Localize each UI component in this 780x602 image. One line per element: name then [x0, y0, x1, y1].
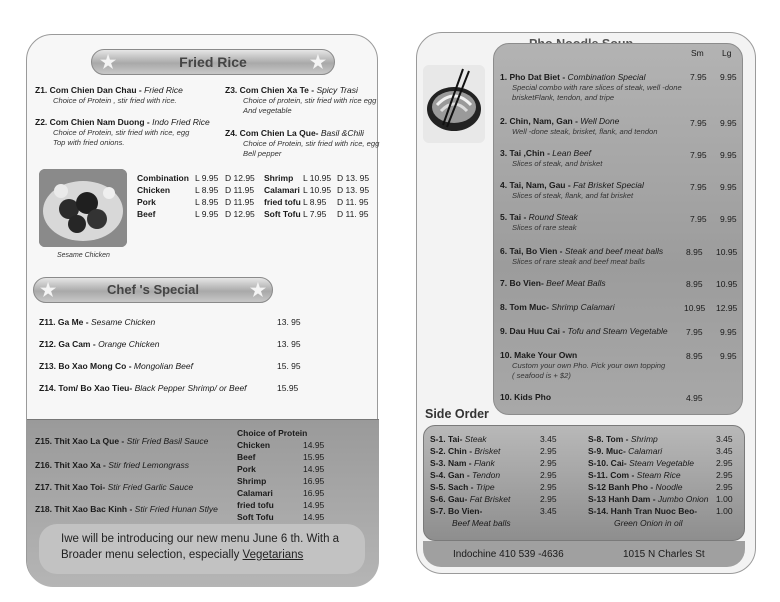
protein-name: Calamari	[237, 488, 273, 498]
menu-item-z3: Z3. Com Chien Xa Te - Spicy Trasi	[225, 85, 358, 95]
pho-price-lg: 9.95	[720, 214, 737, 224]
pho-item-desc: Well -done steak, brisket, flank, and tendon	[512, 127, 658, 136]
photo-caption: Sesame Chicken	[57, 252, 110, 259]
side-item: S-5. Sach - Tripe	[430, 482, 495, 492]
pho-item-5: 5. Tai - Round Steak	[500, 212, 578, 222]
protein-label: Beef	[137, 209, 156, 219]
fried-rice-banner	[91, 49, 335, 75]
pho-item-10: 10. Make Your Own	[500, 350, 578, 360]
protein-price: 14.95	[303, 464, 325, 474]
side-order-section	[423, 425, 745, 541]
side-item: S-13 Hanh Dam - Jumbo Onion	[588, 494, 709, 504]
side-item: S-12 Banh Pho - Noodle	[588, 482, 683, 492]
side-order-title: Side Order	[425, 407, 489, 421]
pho-item-4: 4. Tai, Nam, Gau - Fat Brisket Special	[500, 180, 644, 190]
z3-description: Choice of protein, stir fried with rice egg	[243, 96, 377, 105]
pho-item-1: 1. Pho Dat Biet - Combination Special	[500, 72, 646, 82]
star-icon: ★	[40, 280, 57, 300]
chef-item-price: 13. 95	[277, 317, 301, 327]
size-large-label: Lg	[722, 48, 732, 58]
star-icon: ★	[100, 52, 117, 72]
side-item: S-4. Gan - Tendon	[430, 470, 501, 480]
price-value: D 11. 95	[337, 197, 369, 207]
footer-phone: Indochine 410 539 -4636	[453, 549, 564, 560]
pho-price-lg: 12.95	[716, 303, 738, 313]
price-row: Combination	[137, 173, 189, 183]
pho-item-desc: Slices of steak, and brisket	[512, 159, 603, 168]
price-value: L 10.95	[303, 173, 332, 183]
pho-item-desc: Slices of rare steak and beef meat balls	[512, 257, 645, 266]
side-price: 2.95	[540, 446, 557, 456]
pho-price-sm: 7.95	[690, 214, 707, 224]
side-price: 1.00	[716, 494, 733, 504]
side-item-extra: Beef Meat balls	[452, 518, 511, 528]
side-item: S-6. Gau- Fat Brisket	[430, 494, 511, 504]
vegetarians-link: Vegetarians	[242, 549, 304, 561]
pho-price-lg: 9.95	[720, 72, 737, 82]
pho-item-desc: Slices of steak, flank, and fat brisket	[512, 191, 634, 200]
chef-item-z11: Z11. Ga Me - Sesame Chicken	[39, 317, 156, 327]
protein-label: Soft Tofu	[264, 209, 301, 219]
protein-name: Shrimp	[237, 476, 267, 486]
price-value: D 11.95	[225, 197, 255, 207]
protein-name: fried tofu	[237, 500, 274, 510]
pho-price-lg: 9.95	[720, 182, 737, 192]
price-value: L 7.95	[303, 209, 327, 219]
side-price: 2.95	[716, 482, 733, 492]
pho-price-sm: 7.95	[690, 150, 707, 160]
protein-label: Pork	[137, 197, 156, 207]
pho-item-3: 3. Tai ,Chin - Lean Beef	[500, 148, 592, 158]
menu-item-z1: Z1. Com Chien Dan Chau - Fried Rice	[35, 85, 183, 95]
chefs-special-title: Chef 's Special	[107, 282, 199, 297]
new-menu-notice	[39, 524, 365, 574]
side-item: S-10. Cai- Steam Vegetable	[588, 458, 695, 468]
chef-item-price: 13. 95	[277, 339, 301, 349]
pho-item-9: 9. Dau Huu Cai - Tofu and Steam Vegetable	[500, 326, 668, 336]
protein-name: Soft Tofu	[237, 512, 274, 522]
pho-price-lg: 9.95	[720, 118, 737, 128]
side-item: S-9. Muc- Calamari	[588, 446, 663, 456]
stir-item-z17: Z17. Thit Xao Toi- Stir Fried Garlic Sauce	[35, 482, 194, 492]
pho-item-8: 8. Tom Muc- Shrimp Calamari	[500, 302, 615, 312]
pho-price-sm: 8.95	[686, 247, 703, 257]
side-price: 3.45	[540, 506, 557, 516]
pho-price-sm: 7.95	[690, 118, 707, 128]
notice-line-1: Iwe will be introducing our new menu June 6 th. With a	[61, 533, 340, 545]
pho-item-2: 2. Chin, Nam, Gan - Well Done	[500, 116, 620, 126]
protein-name: Chicken	[237, 440, 271, 450]
price-value: D 11.95	[225, 185, 255, 195]
pho-price-lg: 9.95	[720, 327, 737, 337]
z2-description: Top with fried onions.	[53, 138, 125, 147]
side-price: 3.45	[716, 446, 733, 456]
protein-price: 15.95	[303, 452, 325, 462]
stir-item-z15: Z15. Thit Xao La Que - Stir Fried Basil Sauce	[35, 436, 209, 446]
price-value: D 12.95	[225, 173, 255, 183]
pho-item-desc: Slices of rare steak	[512, 223, 577, 232]
side-item: S-3. Nam - Flank	[430, 458, 495, 468]
pho-section	[493, 43, 743, 415]
pho-item-desc: Custom your own Pho. Pick your own topping	[512, 361, 666, 370]
side-price: 2.95	[540, 470, 557, 480]
protein-name: Beef	[237, 452, 256, 462]
price-value: L 8.95	[195, 197, 219, 207]
protein-name: Pork	[237, 464, 256, 474]
chefs-special-banner	[33, 277, 273, 303]
pho-item-desc: ( seafood is + $2)	[512, 371, 571, 380]
side-item: S-1. Tai- Steak	[430, 434, 487, 444]
price-value: D 13. 95	[337, 173, 370, 183]
star-icon: ★	[309, 52, 326, 72]
side-price: 1.00	[716, 506, 733, 516]
protein-label: Chicken	[137, 185, 171, 195]
pho-price-sm: 8.95	[686, 351, 703, 361]
price-value: L 10.95	[303, 185, 332, 195]
price-value: L 9.95	[195, 173, 219, 183]
pho-price-sm: 8.95	[686, 279, 703, 289]
protein-label: Calamari	[264, 185, 300, 195]
z4-description: Bell pepper	[243, 149, 282, 158]
chef-item-z14: Z14. Tom/ Bo Xao Tieu- Black Pepper Shrimp/ or Beef	[39, 383, 247, 393]
stir-item-z18: Z18. Thit Xao Bac Kinh - Stir Fried Hunan Stlye	[35, 504, 218, 514]
price-value: D 11. 95	[337, 209, 369, 219]
pho-price-lg: 9.95	[720, 150, 737, 160]
protein-price: 14.95	[303, 512, 325, 522]
price-value: D 13. 95	[337, 185, 370, 195]
side-price: 2.95	[540, 458, 557, 468]
pho-price-sm: 7.95	[686, 327, 703, 337]
notice-line-2: Broader menu selection, especially Vegetarians	[61, 549, 304, 561]
protein-price: 16.95	[303, 488, 325, 498]
side-price: 3.45	[716, 434, 733, 444]
pho-price-lg: 9.95	[720, 351, 737, 361]
pho-item-kids: 10. Kids Pho	[500, 392, 552, 402]
protein-price: 14.95	[303, 500, 325, 510]
side-item-extra: Green Onion in oil	[614, 518, 683, 528]
protein-label: Shrimp	[264, 173, 294, 183]
size-small-label: Sm	[691, 48, 704, 58]
pho-price-lg: 10.95	[716, 279, 738, 289]
z4-description: Choice of Protein, stir fried with rice, egg	[243, 139, 380, 148]
side-price: 2.95	[716, 458, 733, 468]
price-value: L 8.95	[195, 185, 219, 195]
price-value: L 9.95	[195, 209, 219, 219]
pho-item-7: 7. Bo Vien- Beef Meat Balls	[500, 278, 606, 288]
pho-price-lg: 10.95	[716, 247, 738, 257]
side-item: S-2. Chin - Brisket	[430, 446, 501, 456]
chef-item-z12: Z12. Ga Cam - Orange Chicken	[39, 339, 160, 349]
fried-rice-title: Fried Rice	[179, 54, 247, 70]
protein-label: fried tofu	[264, 197, 301, 207]
menu-item-z4: Z4. Com Chien La Que- Basil &Chili	[225, 128, 364, 138]
menu-item-z2: Z2. Com Chien Nam Duong - Indo Fried Rice	[35, 117, 210, 127]
price-value: L 8.95	[303, 197, 327, 207]
z1-description: Choice of Protein , stir fried with rice.	[53, 96, 177, 105]
price-value: D 12.95	[225, 209, 255, 219]
stir-item-z16: Z16. Thit Xao Xa - Stir fried Lemongrass	[35, 460, 190, 470]
chef-item-price: 15.95	[277, 383, 299, 393]
footer-address: 1015 N Charles St	[623, 549, 705, 560]
pho-price-sm: 4.95	[686, 393, 703, 403]
side-item: S-11. Com - Steam Rice	[588, 470, 681, 480]
stir-fried-section	[27, 419, 379, 587]
z3-description: And vegetable	[243, 106, 292, 115]
right-menu-page	[416, 32, 756, 574]
protein-price: 14.95	[303, 440, 325, 450]
side-item: S-14. Hanh Tran Nuoc Beo-	[588, 506, 698, 516]
pho-item-6: 6. Tai, Bo Vien - Steak and beef meat balls	[500, 246, 664, 256]
side-price: 2.95	[540, 494, 557, 504]
side-item: S-7. Bo Vien-	[430, 506, 483, 516]
side-price: 2.95	[716, 470, 733, 480]
left-menu-page	[26, 34, 378, 586]
side-item: S-8. Tom - Shrimp	[588, 434, 658, 444]
pho-item-desc: Special combo with rare slices of steak, well -done	[512, 83, 682, 92]
pho-item-desc: brisketFlank, tendon, and tripe	[512, 93, 615, 102]
protein-choice-title: Choice of Protein	[237, 428, 308, 438]
sesame-chicken-photo	[39, 169, 127, 247]
side-price: 2.95	[540, 482, 557, 492]
z2-description: Choice of Protein, stir fried with rice, egg	[53, 128, 190, 137]
pho-price-sm: 7.95	[690, 182, 707, 192]
footer-bar	[423, 541, 745, 567]
chef-item-z13: Z13. Bo Xao Mong Co - Mongolian Beef	[39, 361, 193, 371]
side-price: 3.45	[540, 434, 557, 444]
pho-bowl-photo	[423, 65, 485, 143]
chef-item-price: 15. 95	[277, 361, 301, 371]
protein-price: 16.95	[303, 476, 325, 486]
star-icon: ★	[249, 280, 266, 300]
pho-price-sm: 7.95	[690, 72, 707, 82]
pho-price-sm: 10.95	[684, 303, 706, 313]
